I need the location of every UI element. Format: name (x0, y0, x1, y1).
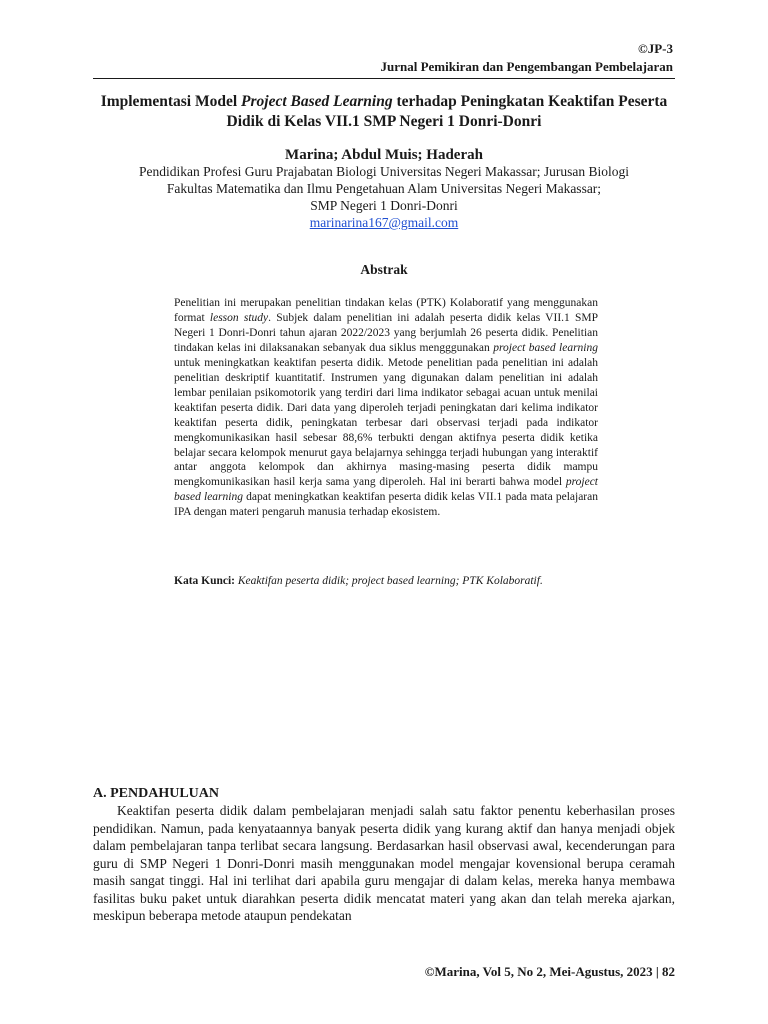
abstract-segment: Penelitian ini merupakan penelitian tindakan kelas (PTK) Kolaboratif yang menggunakan format (174, 297, 598, 324)
abstract-segment: untuk meningkatkan keaktifan peserta didik. Metode penelitian pada penelitian ini adalah penelitian deskriptif kuantitatif. Instrumen yang digunakan dalam penelitian ini adalah lembar penilaian psikomotorik yang terdiri dari lima indikator sebagai acuan untuk menilai keaktifan peserta didik. Dari data yang diperoleh terjadi peningkatan dari kelima indikator keaktifan peserta didik, peningkatan terbesar dari observasi terjadi pada indikator mengkomunikasikan hasil sebesar 88,6% terbukti dengan aktifnya peserta didik ketika belajar secara kelompok menurut gaya belajarnya sehingga terjadi hubungan yang interaktif antar anggota kelompok dan akhirnya masing-masing peserta didik mampu mengkomunikasikan hasil kerja sama yang diperoleh. Hal ini berarti bahwa model (174, 356, 598, 489)
section-paragraph: Keaktifan peserta didik dalam pembelajaran menjadi salah satu faktor penentu keberhasilan proses pendidikan. Namun, pada kenyataannya banyak peserta didik yang kurang aktif dan hanya menjadi objek dalam pembelajaran tanpa terlibat secara langsung. Berdasarkan hasil observasi awal, kecenderungan para guru di SMP Negeri 1 Donri-Donri masih menggunakan model mengajar kovensional berupa ceramah masih sangat tinggi. Hal ini terlihat dari apabila guru mengajar di dalam kelas, mereka hanya membawa fasilitas buku paket untuk diarahkan peserta didik mencatat materi yang akan dan telah mereka ajarkan, meskipun beberapa metode ataupun pendekatan (93, 803, 675, 923)
running-header (380, 40, 673, 76)
abstract-emphasis: project based learning (493, 341, 598, 354)
keywords (174, 574, 598, 589)
abstract-emphasis: project based learning (174, 476, 598, 504)
affiliation-line: SMP Negeri 1 Donri-Donri (310, 198, 458, 213)
abstract-emphasis: lesson study (209, 311, 269, 324)
section-heading: A. PENDAHULUAN (93, 786, 219, 801)
author-email-link[interactable]: marinarina167@gmail.com (309, 215, 459, 230)
abstract-segment: dapat meningkatkan keaktifan peserta didik kelas VII.1 pada mata pelajaran IPA dengan materi pengaruh manusia terhadap ekosistem. (174, 491, 598, 519)
keywords-text: Keaktifan peserta didik; project based learning; PTK Kolaboratif. (235, 575, 543, 587)
journal-name: Jurnal Pemikiran dan Pengembangan Pembelajaran (380, 59, 673, 74)
header-divider (93, 78, 675, 79)
keywords-label: Kata Kunci: (174, 575, 236, 587)
author-list: Marina; Abdul Muis; Haderah (285, 147, 483, 163)
title-suffix: terhadap Peningkatan Keaktifan Peserta Didik di Kelas VII.1 SMP Negeri 1 Donri-Donri (226, 93, 668, 130)
author-affiliation (93, 163, 675, 231)
title-prefix: Implementasi Model (100, 93, 242, 110)
title-emphasis: Project Based Learning (241, 93, 393, 110)
article-title (93, 92, 675, 132)
journal-code: ©JP-3 (638, 41, 673, 56)
affiliation-line: Pendidikan Profesi Guru Prajabatan Biologi Universitas Negeri Makassar; Jurusan Biologi (138, 164, 630, 179)
page-footer: ©Marina, Vol 5, No 2, Mei-Agustus, 2023 | 82 (424, 964, 675, 979)
abstract-segment: . Subjek dalam penelitian ini adalah peserta didik kelas VII.1 SMP Negeri 1 Donri-Donri tahun ajaran 2022/2023 yang berjumlah 26 peserta didik. Penelitian tindakan kelas ini dilaksanakan sebanyak dua siklus mengggunakan (174, 311, 599, 354)
abstract-heading: Abstrak (360, 262, 408, 277)
abstract-text (174, 296, 598, 520)
affiliation-line: Fakultas Matematika dan Ilmu Pengetahuan Alam Universitas Negeri Makassar; (166, 181, 602, 196)
